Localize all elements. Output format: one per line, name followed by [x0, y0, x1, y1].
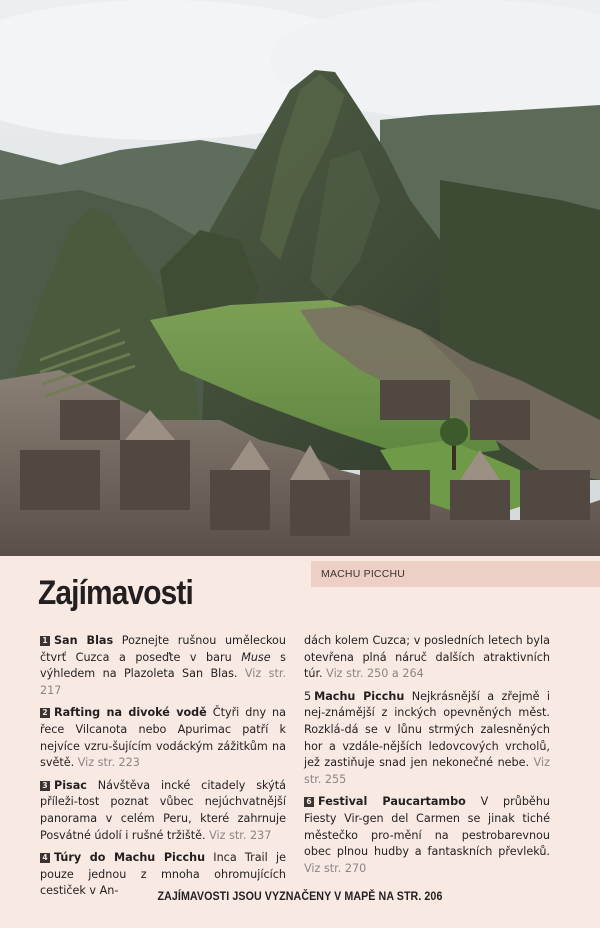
photo-caption: MACHU PICCHU: [311, 561, 600, 587]
entry-san-blas: [40, 633, 286, 699]
entry-title: Túry do Machu Picchu: [54, 851, 206, 865]
entry-number-badge: 3: [40, 781, 50, 791]
page-title: Zajímavosti: [38, 574, 193, 612]
page-reference: Viz str. 237: [209, 828, 272, 842]
entry-rafting: [40, 705, 286, 771]
entry-number-badge: 2: [40, 708, 50, 718]
page-reference: Viz str. 223: [77, 756, 140, 770]
entry-text: Nejkrásnější a zřejmě i nej-známější z inckých opevněných měst. Rozklá-dá se v lůnu strmých zalesněných hor a vzdále-nějších ledovcových vrcholů, jež zastiňuje snad jen nekonečné nebe.: [304, 689, 550, 770]
entry-text: s výhledem na Plazoleta San Blas.: [40, 650, 287, 681]
entry-number-badge: 6: [304, 797, 314, 807]
left-column: [40, 633, 286, 906]
entry-paucartambo: [304, 794, 550, 877]
entry-tury-continued: [304, 633, 550, 683]
entry-text: dách kolem Cuzca; v posledních letech byla otevřena plná náruč dalších atraktivních túr.: [304, 634, 550, 681]
entry-pisac: [40, 778, 286, 844]
entry-number: 5: [304, 689, 312, 703]
page-reference: Viz str. 217: [40, 667, 286, 697]
entry-number-badge: 4: [40, 853, 50, 863]
entry-text: Inca Trail je pouze jednou z mnoha ohromujících cestiček v An-: [40, 851, 286, 898]
entry-italic: Muse: [241, 650, 271, 664]
entry-text: V průběhu Fiesty Vir-gen del Carmen se jinak tiché městečko pro-mění na pestrobarevnou obec plnou hudby a fantaskních převleků.: [304, 795, 550, 859]
page-reference: Viz str. 270: [304, 861, 367, 875]
entry-title: San Blas: [54, 634, 114, 647]
right-column: [304, 633, 550, 883]
map-reference-footer: ZAJÍMAVOSTI JSOU VYZNAČENY V MAPĚ NA STR. 206: [157, 889, 443, 903]
entry-number-badge: 1: [40, 636, 50, 646]
entry-text: Poznejte rušnou uměleckou čtvrť Cuzca a poseďte v baru: [40, 634, 286, 664]
entry-title: Pisac: [54, 778, 87, 792]
entry-title: Rafting na divoké vodě: [54, 706, 207, 720]
entry-title: Festival Paucartambo: [318, 795, 466, 809]
entry-text: Čtyři dny na řece Vilcanota nebo Apurimac patří k nejvíce vzru-šujícím vodáckým zážitkům na světě.: [40, 706, 287, 770]
entry-text: Návštěva incké citadely skýtá příleži-tost poznat vůbec nejúchvatnější panorama v celém Peru, které zahrnuje Posvátné údolí i rušné tržiště.: [40, 778, 286, 842]
entry-title: Machu Picchu: [314, 689, 405, 703]
page-reference: Viz str. 255: [304, 756, 550, 786]
page-reference: Viz str. 250 a 264: [326, 667, 424, 681]
entry-machu-picchu: [304, 689, 550, 789]
